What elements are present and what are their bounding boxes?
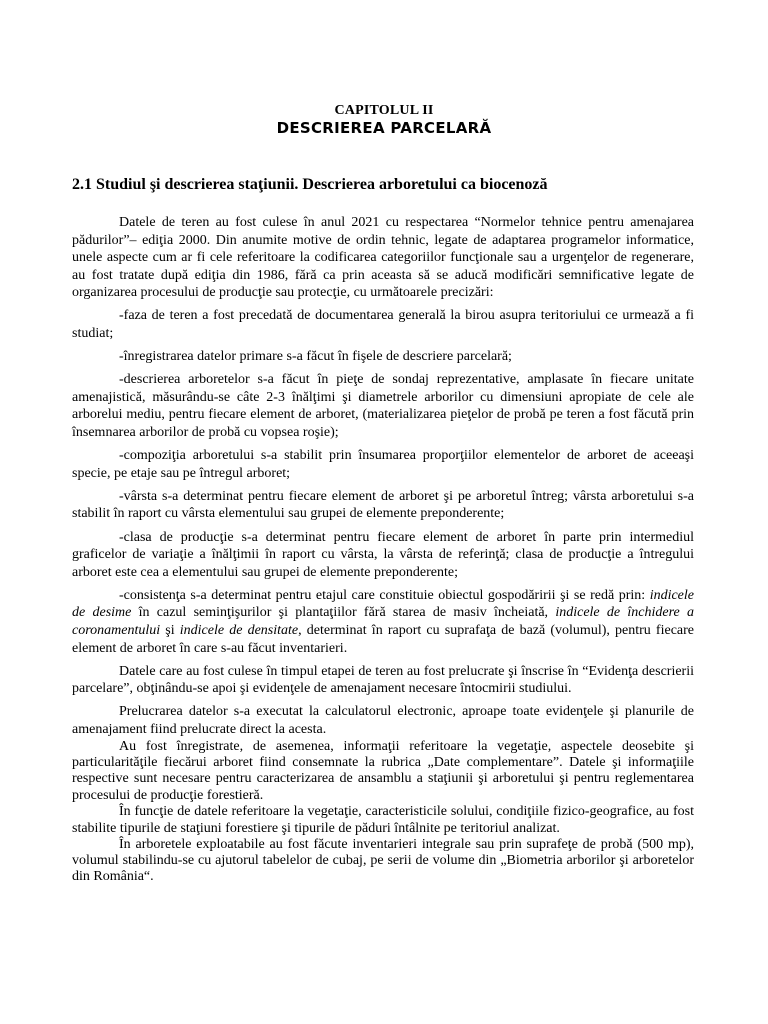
paragraph: -descrierea arboretelor s-a făcut în pieţe de sondaj reprezentative, amplasate în fiecare unitate amenajistică, măsurându-se câte 2-3 înălţimi şi diametrele arborilor cu dimensiuni apropiate de cele ale arborelui mediu, pentru fiecare element de arboret, (materializarea pieţelor de probă pe teren a fost făcută prin însemnarea arborilor de probă cu vopsea roşie); [72,372,694,441]
section-heading: 2.1 Studiul şi descrierea staţiunii. Descrierea arboretului ca biocenoză [72,176,548,193]
paragraph: În arboretele exploatabile au fost făcute inventarieri integrale sau prin suprafeţe de probă (500 mp), volumul stabilindu-se cu ajutorul tabelelor de cubaj, pe serii de volume din „Biometria arborilor şi arboretelor din România“. [72,836,694,885]
italic-term: indicele de închidere a coronamentului [72,605,694,638]
paragraph: Datele care au fost culese în timpul etapei de teren au fost prelucrate şi înscrise în “Evidenţa descrierii parcelare”, obţinându-se apoi şi evidenţele de amenajament necesare întocmirii studiului. [72,663,694,697]
chapter-label: CAPITOLUL II [334,103,434,118]
paragraph: -vârsta s-a determinat pentru fiecare element de arboret şi pe arboretul întreg; vârsta arboretului s-a stabilit în raport cu vârsta elementului sau grupei de elemente preponderente; [72,488,694,522]
document-body [72,214,694,887]
paragraph: Datele de teren au fost culese în anul 2021 cu respectarea “Normelor tehnice pentru amenajarea pădurilor”– ediţia 2000. Din anumite motive de ordin tehnic, legate de adaptarea programelor informatice, unele aspecte cum ar fi cele referitoare la codificarea categoriilor funcţionale sau a urgenţelor de regenerare, au fost tratate după ediţia din 1986, fără ca prin aceasta să se aducă modificări semnificative legate de organizarea procesului de producţie sau protecţie, cu următoarele precizări: [72,215,694,301]
paragraph: Prelucrarea datelor s-a executat la calculatorul electronic, aproape toate evidenţele şi planurile de amenajament fiind prelucrate direct la acesta. [72,704,694,737]
paragraph-text: şi [160,622,180,638]
paragraph-text: în cazul seminţişurilor şi plantaţiilor fără starea de masiv încheiată, [131,605,556,621]
paragraph-text: , determinat în raport cu suprafaţa de bază (volumul), pentru fiecare element de arboret în care s-au făcut inventarieri. [72,622,694,656]
italic-term: indicele de desime [72,587,694,621]
paragraph-text: -consistenţa s-a determinat pentru etajul care constituie obiectul gospodăririi şi se redă prin: [119,587,650,603]
paragraph: -faza de teren a fost precedată de documentarea generală la birou asupra teritoriului ce urmează a fi studiat; [72,308,694,342]
paragraph: -clasa de producţie s-a determinat pentru fiecare element de arboret în parte prin intermediul graficelor de variaţie a înălţimii în raport cu vârsta, la vârsta de referinţă; clasa de producţie a întregului arboret este cea a elementului sau grupei de elemente preponderente; [72,529,694,580]
italic-term: indicele de densitate [179,622,299,638]
paragraph: În funcţie de datele referitoare la vegetaţie, caracteristicile solului, condiţiile fizico-geografice, au fost stabilite tipurile de staţiuni forestiere şi tipurile de păduri întâlnite pe teritoriul analizat. [72,804,694,836]
paragraph [72,587,694,657]
chapter-title: DESCRIEREA PARCELARĂ [276,119,492,137]
paragraph: -compoziţia arboretului s-a stabilit prin însumarea proporţiilor elementelor de arboret de aceeaşi specie, pe etaje sau pe întregul arboret; [72,448,694,481]
paragraph: -înregistrarea datelor primare s-a făcut în fişele de descriere parcelară; [119,349,512,365]
paragraph: Au fost înregistrate, de asemenea, informaţii referitoare la vegetaţie, aspectele deosebite şi particularităţile fiecărui arboret fiind consemnate la rubrica „Date complementare”. Datele şi informaţiile respective sunt necesare pentru caracterizarea de ansamblu a staţiunii şi arboretului şi pentru reglementarea procesului de producţie forestieră. [72,738,694,803]
